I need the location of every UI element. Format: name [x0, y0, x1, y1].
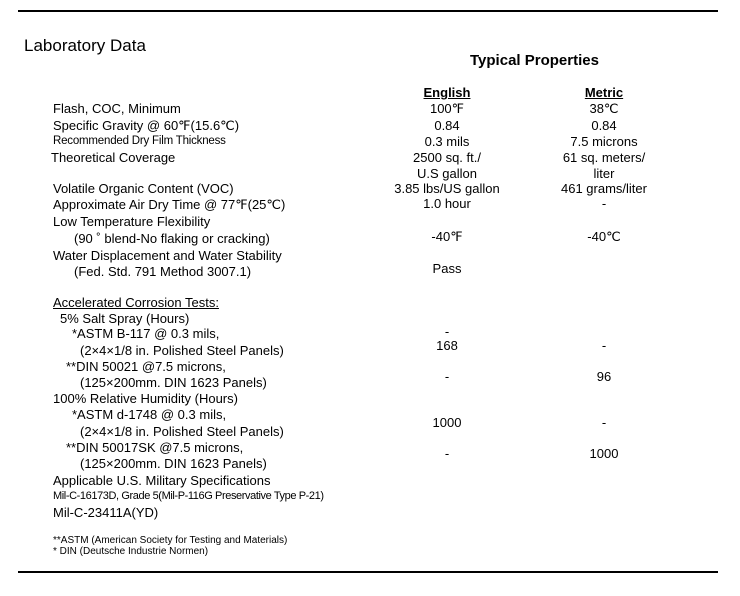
row-metric: 0.84 [591, 118, 617, 133]
row-metric: 7.5 microns [570, 134, 638, 149]
row-metric: liter [593, 166, 615, 181]
row-label: Flash, COC, Minimum [53, 101, 181, 116]
row-label: (Fed. Std. 791 Method 3007.1) [74, 264, 252, 279]
row-label: Volatile Organic Content (VOC) [53, 181, 234, 196]
footnote: **ASTM (American Society for Testing and Materials) [53, 535, 288, 546]
list-item-english: - [444, 446, 450, 461]
row-english: -40℉ [431, 229, 463, 244]
list-item: 100% Relative Humidity (Hours) [53, 391, 238, 406]
row-english: 100℉ [429, 101, 465, 116]
military-spec: Mil-C-16173D, Grade 5(Mil-P-116G Preservative Type P-21) [53, 490, 324, 502]
list-item-english: 168 [436, 338, 458, 353]
row-label: Low Temperature Flexibility [53, 214, 211, 229]
row-english: 2500 sq. ft./ [413, 150, 481, 165]
list-item-english: 1000 [432, 415, 462, 430]
row-metric: - [601, 196, 607, 211]
list-item-metric: - [601, 415, 607, 430]
row-label: Water Displacement and Water Stability [53, 248, 282, 263]
footnote: * DIN (Deutsche Industrie Normen) [53, 546, 209, 557]
row-english: 3.85 lbs/US gallon [394, 181, 500, 196]
row-label: Specific Gravity @ 60℉(15.6℃) [53, 118, 240, 133]
row-english: 1.0 hour [423, 196, 471, 211]
column-header-metric: Metric [584, 85, 624, 100]
row-label: Theoretical Coverage [51, 150, 176, 165]
row-label: Approximate Air Dry Time @ 77℉(25℃) [53, 197, 286, 212]
column-header-english: English [423, 85, 471, 100]
row-english: 0.84 [434, 118, 460, 133]
section-subtitle: Typical Properties [470, 52, 599, 69]
list-item: (2×4×1/8 in. Polished Steel Panels) [80, 343, 284, 358]
list-item: (125×200mm. DIN 1623 Panels) [80, 456, 267, 471]
list-item-metric: 96 [596, 369, 612, 384]
row-english: U.S gallon [417, 166, 477, 181]
row-english: 0.3 mils [424, 134, 470, 149]
top-rule [18, 10, 718, 12]
military-heading: Applicable U.S. Military Specifications [53, 473, 271, 488]
bottom-rule [18, 571, 718, 573]
list-item: **DIN 50021 @7.5 microns, [66, 359, 226, 374]
row-metric: 61 sq. meters/ [562, 150, 646, 165]
list-item-metric: - [601, 338, 607, 353]
list-item-english: - [444, 324, 450, 339]
row-metric: -40℃ [587, 229, 621, 244]
row-english: Pass [432, 261, 462, 276]
list-item: *ASTM B-117 @ 0.3 mils, [72, 326, 220, 341]
list-item: **DIN 50017SK @7.5 microns, [66, 440, 244, 455]
list-item-english: - [444, 369, 450, 384]
row-metric: 461 grams/liter [561, 181, 647, 196]
row-label: Recommended Dry Film Thickness [53, 135, 226, 147]
military-spec: Mil-C-23411A(YD) [53, 505, 159, 520]
page-title: Laboratory Data [24, 36, 146, 55]
list-item: (125×200mm. DIN 1623 Panels) [80, 375, 267, 390]
list-item: 5% Salt Spray (Hours) [60, 311, 190, 326]
corrosion-heading: Accelerated Corrosion Tests: [53, 295, 219, 310]
list-item: (2×4×1/8 in. Polished Steel Panels) [80, 424, 284, 439]
row-label: (90 ˚ blend-No flaking or cracking) [74, 231, 270, 246]
row-metric: 38℃ [589, 101, 619, 116]
list-item: *ASTM d-1748 @ 0.3 mils, [72, 407, 227, 422]
list-item-metric: 1000 [589, 446, 619, 461]
